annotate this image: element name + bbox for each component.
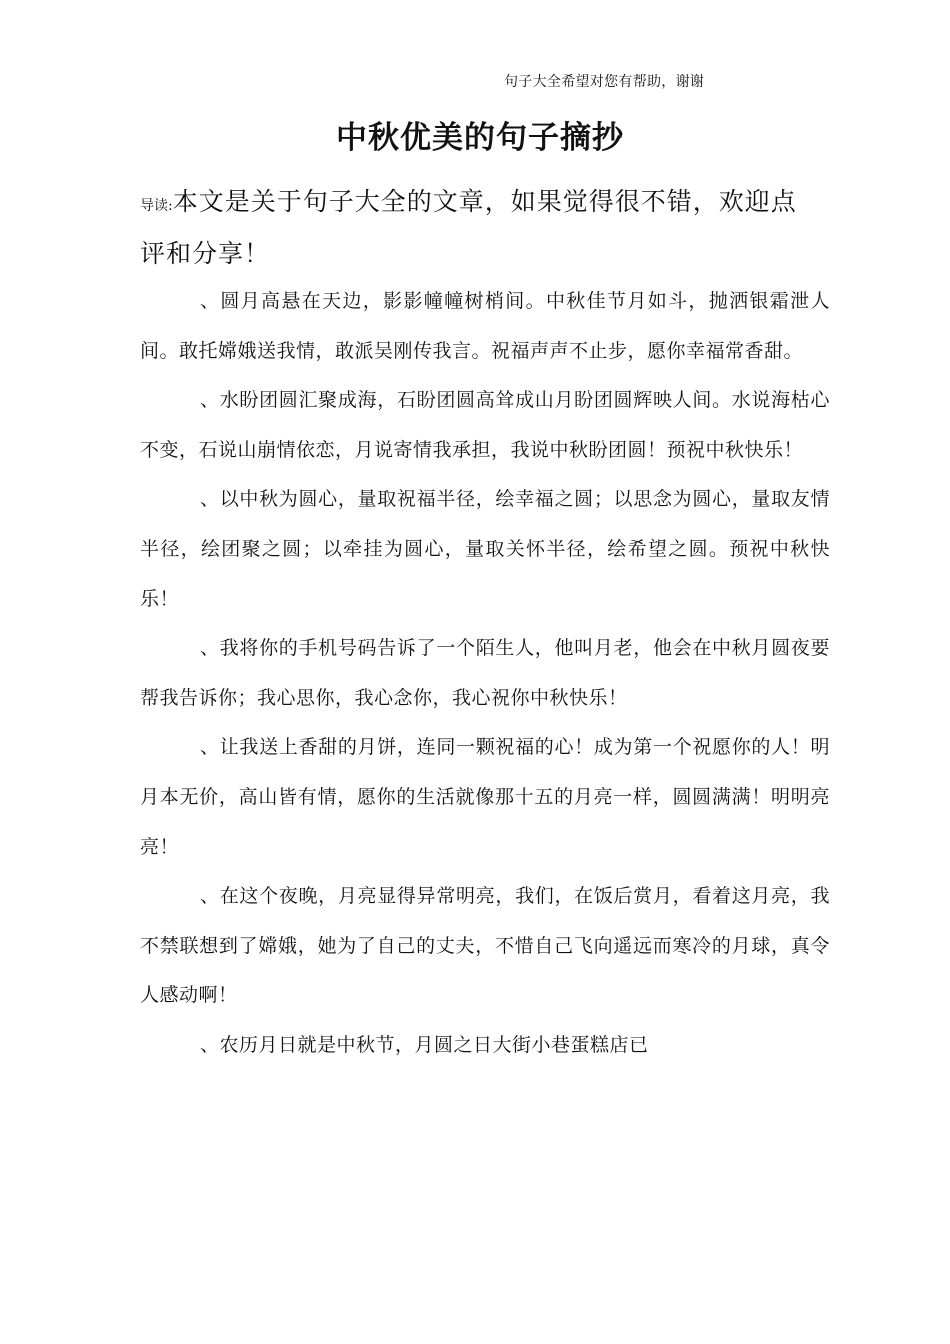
intro-label: 导读: — [140, 198, 173, 214]
paragraph: 、以中秋为圆心，量取祝福半径，绘幸福之圆；以思念为圆心，量取友情半径，绘团聚之圆；以牵挂为圆心，量取关怀半径，绘希望之圆。预祝中秋快乐！ — [140, 488, 830, 610]
paragraph: 、我将你的手机号码告诉了一个陌生人，他叫月老，他会在中秋月圆夜要帮我告诉你；我心思你，我心念你，我心祝你中秋快乐！ — [140, 637, 830, 709]
intro-block — [140, 178, 820, 281]
paragraph: 、圆月高悬在天边，影影幢幢树梢间。中秋佳节月如斗，抛洒银霜泄人间。敢托嫦娥送我情，敢派吴刚传我言。祝福声声不止步，愿你幸福常香甜。 — [140, 290, 830, 362]
paragraph: 、农历月日就是中秋节，月圆之日大街小巷蛋糕店已 — [200, 1033, 649, 1056]
body-text — [140, 277, 830, 1071]
intro-text: 本文是关于句子大全的文章，如果觉得很不错，欢迎点评和分享！ — [140, 187, 797, 268]
paragraph: 、水盼团圆汇聚成海，石盼团圆高耸成山月盼团圆辉映人间。水说海枯心不变，石说山崩情依恋，月说寄情我承担，我说中秋盼团圆！预祝中秋快乐！ — [140, 389, 830, 461]
paragraph: 、让我送上香甜的月饼，连同一颗祝福的心！成为第一个祝愿你的人！明月本无价，高山皆有情，愿你的生活就像那十五的月亮一样，圆圆满满！明明亮亮！ — [140, 736, 830, 858]
header-note: 句子大全希望对您有帮助，谢谢 — [504, 74, 705, 90]
paragraph: 、在这个夜晚，月亮显得异常明亮，我们，在饭后赏月，看着这月亮，我不禁联想到了嫦娥，她为了自己的丈夫，不惜自己飞向遥远而寒冷的月球，真令人感动啊！ — [140, 885, 830, 1007]
document-title: 中秋优美的句子摘抄 — [336, 120, 624, 156]
